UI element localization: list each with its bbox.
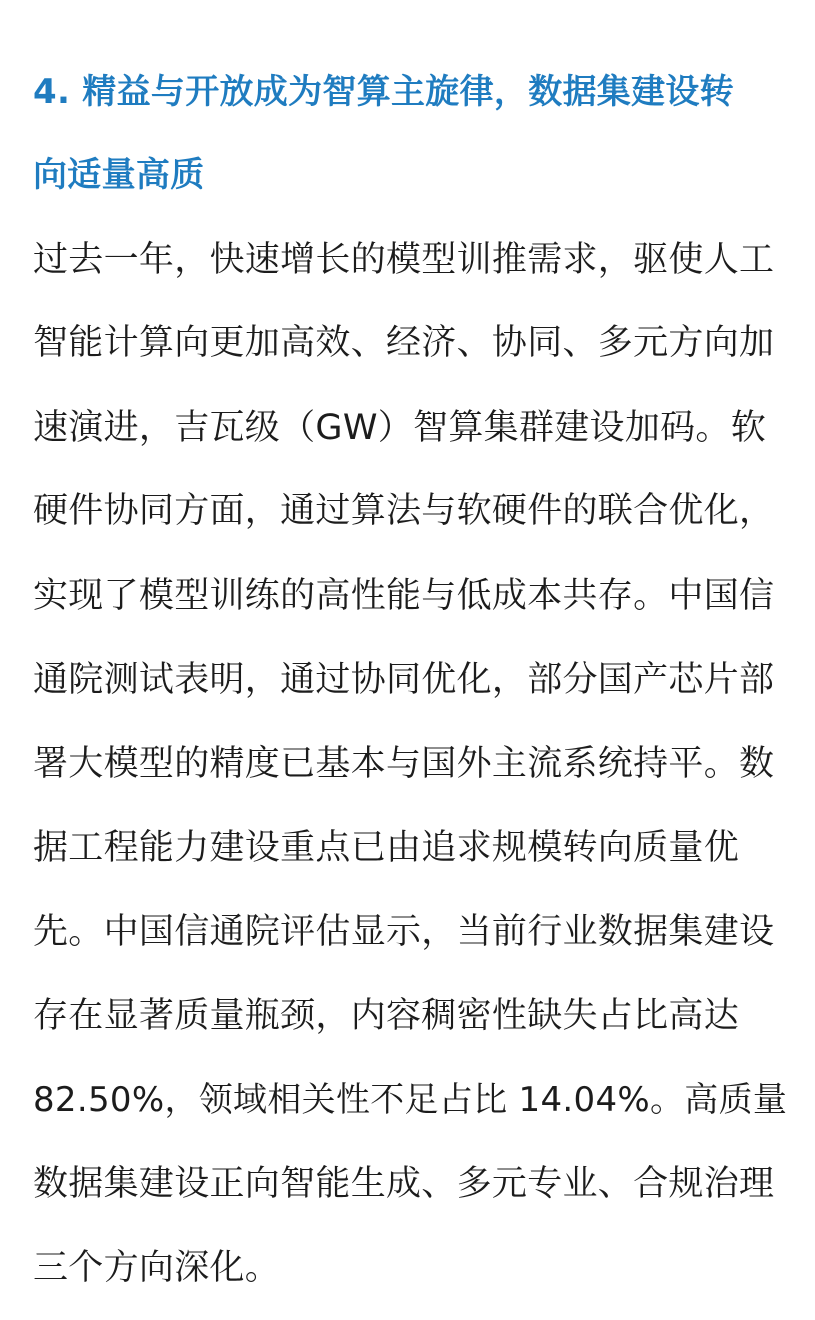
paragraph-line: 智能计算向更加高效、经济、协同、多元方向加 <box>33 323 775 363</box>
paragraph-line: 过去一年，快速增长的模型训推需求，驱使人工 <box>33 240 775 280</box>
paragraph-line: 先。中国信通院评估显示，当前行业数据集建设 <box>33 912 775 952</box>
paragraph-line: 硬件协同方面，通过算法与软硬件的联合优化， <box>33 491 775 531</box>
paragraph-line: 署大模型的精度已基本与国外主流系统持平。数 <box>33 744 775 784</box>
paragraph-line: 三个方向深化。 <box>33 1248 281 1288</box>
paragraph-line: 82.50%，领域相关性不足占比 14.04%。高质量 <box>33 1080 788 1120</box>
paragraph-line: 实现了模型训练的高性能与低成本共存。中国信 <box>33 576 775 616</box>
paragraph-line: 通院测试表明，通过协同优化，部分国产芯片部 <box>33 660 775 700</box>
section-heading-line-1: 4. 精益与开放成为智算主旋律，数据集建设转 <box>33 72 735 112</box>
paragraph-line: 数据集建设正向智能生成、多元专业、合规治理 <box>33 1164 775 1204</box>
section-heading-line-2: 向适量高质 <box>33 155 205 195</box>
paragraph-line: 据工程能力建设重点已由追求规模转向质量优 <box>33 828 740 868</box>
paragraph-line: 速演进，吉瓦级（GW）智算集群建设加码。软 <box>33 408 767 448</box>
paragraph-line: 存在显著质量瓶颈，内容稠密性缺失占比高达 <box>33 996 740 1036</box>
